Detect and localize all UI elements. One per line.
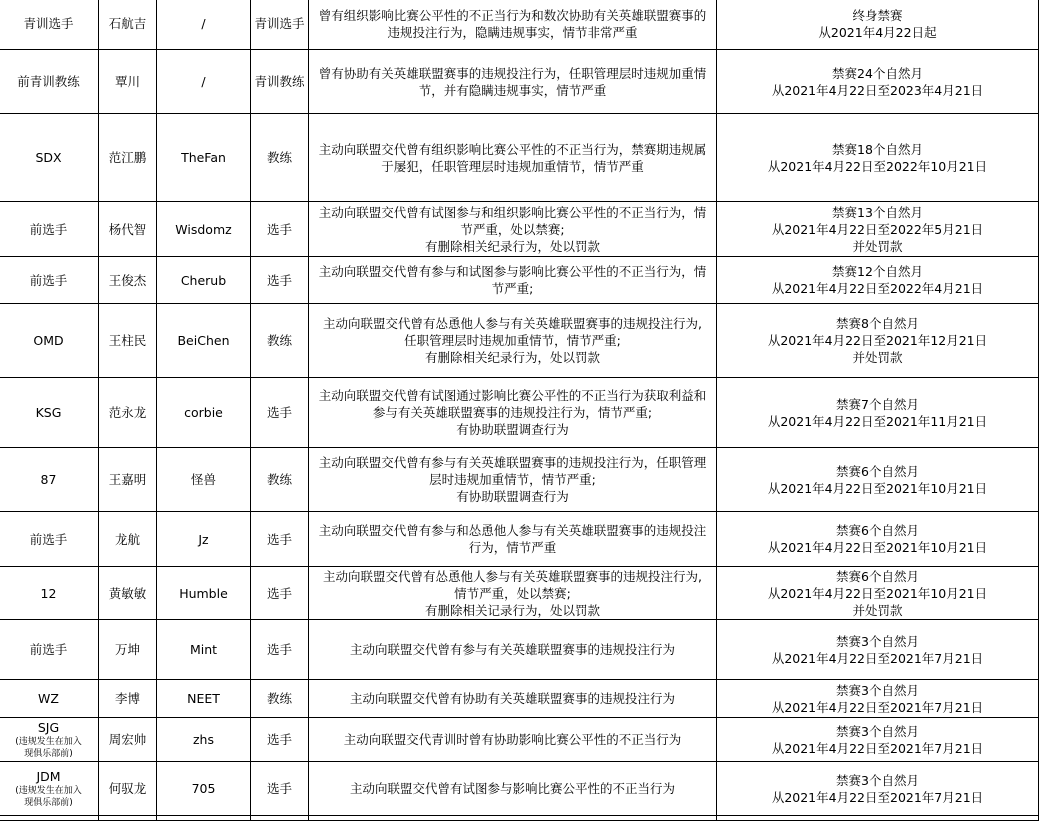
- violation-detail-line: 任职管理层时违规加重情节，情节严重;: [404, 333, 621, 348]
- name-text: 周宏帅: [108, 732, 147, 747]
- penalty-line: 禁赛24个自然月: [832, 65, 923, 81]
- violation-detail-line: 主动向联盟交代曾有试图通过影响比赛公平性的不正当行为获取利益和: [318, 388, 707, 403]
- role-cell: [251, 680, 309, 718]
- role-text: 教练: [266, 691, 292, 706]
- violation-detail-cell: [309, 114, 717, 202]
- role-cell: [251, 762, 309, 816]
- role-cell: [251, 620, 309, 680]
- penalty-line: 并处罚款: [852, 350, 903, 365]
- table-row: [0, 304, 1039, 378]
- violation-detail-cell: [309, 512, 717, 567]
- violation-detail-cell: [309, 257, 717, 304]
- penalty-cell: [717, 378, 1039, 448]
- violation-detail-line: 节，并有隐瞒违规事实，情节严重: [418, 82, 607, 98]
- team-text: 前选手: [29, 531, 68, 547]
- team-note: 现俱乐部前): [24, 798, 73, 808]
- violation-detail-line: 主动向联盟交代曾有参与有关英雄联盟赛事的违规投注行为，任职管理: [318, 455, 707, 470]
- penalty-cell: [717, 567, 1039, 620]
- violation-detail-cell: [309, 202, 717, 257]
- team-cell: [0, 567, 99, 620]
- violation-detail-cell: [309, 567, 717, 620]
- name-text: 覃川: [114, 74, 140, 89]
- alias-text: Mint: [189, 642, 218, 657]
- alias-text: /: [201, 74, 206, 89]
- penalty-line: 禁赛6个自然月: [836, 463, 919, 479]
- table-row: [0, 680, 1039, 718]
- alias-cell: [157, 620, 251, 680]
- penalty-cell: [717, 512, 1039, 567]
- name-text: 王俊杰: [108, 272, 147, 288]
- alias-text: Jz: [198, 531, 209, 547]
- penalty-cell: [717, 304, 1039, 378]
- role-cell: [251, 718, 309, 762]
- violation-detail-line: 有删除相关记录行为，处以罚款: [424, 602, 600, 618]
- alias-text: BeiChen: [177, 333, 230, 348]
- penalty-line: 从2021年4月22日至2021年12月21日: [767, 333, 988, 348]
- role-text: 青训选手: [254, 16, 305, 31]
- role-cell: [251, 50, 309, 114]
- team-text: JDM: [36, 769, 61, 784]
- name-cell: [99, 680, 157, 718]
- penalty-line: 从2021年4月22日至2021年7月21日: [771, 699, 984, 715]
- penalty-cell: [717, 718, 1039, 762]
- team-text: 前青训教练: [17, 74, 80, 89]
- role-cell: [251, 0, 309, 50]
- name-text: 范江鹏: [108, 150, 147, 165]
- penalty-line: 从2021年4月22日至2021年10月21日: [767, 585, 988, 601]
- role-text: 选手: [266, 585, 292, 601]
- penalty-cell: [717, 50, 1039, 114]
- name-text: 王嘉明: [108, 472, 147, 487]
- name-cell: [99, 304, 157, 378]
- empty-cell: [99, 816, 157, 821]
- alias-cell: [157, 680, 251, 718]
- alias-cell: [157, 718, 251, 762]
- role-text: 选手: [266, 221, 292, 237]
- penalty-line: 从2021年4月22日至2021年10月21日: [767, 480, 988, 496]
- team-cell: [0, 448, 99, 512]
- name-cell: [99, 378, 157, 448]
- name-text: 范永龙: [108, 405, 147, 420]
- violation-detail-line: 曾有组织影响比赛公平性的不正当行为和数次协助有关英雄联盟赛事的: [318, 7, 707, 23]
- penalty-line: 从2021年4月22日至2022年5月21日: [771, 221, 984, 237]
- role-text: 选手: [266, 531, 292, 547]
- role-text: 选手: [266, 732, 292, 747]
- name-text: 万坤: [114, 642, 140, 657]
- name-cell: [99, 0, 157, 50]
- table-row: [0, 378, 1039, 448]
- alias-cell: [157, 257, 251, 304]
- violation-detail-line: 主动向联盟交代曾有怂恿他人参与有关英雄联盟赛事的违规投注行为,: [323, 568, 702, 584]
- violation-detail-line: 主动向联盟交代曾有试图参与和组织影响比赛公平性的不正当行为，情: [318, 204, 707, 220]
- table-row: [0, 202, 1039, 257]
- penalty-cell: [717, 620, 1039, 680]
- team-cell: [0, 114, 99, 202]
- name-cell: [99, 512, 157, 567]
- role-cell: [251, 378, 309, 448]
- empty-cell: [251, 816, 309, 821]
- penalty-cell: [717, 762, 1039, 816]
- role-text: 选手: [266, 781, 292, 796]
- name-cell: [99, 257, 157, 304]
- penalty-line: 禁赛8个自然月: [836, 316, 919, 331]
- name-cell: [99, 567, 157, 620]
- alias-text: Cherub: [180, 272, 227, 288]
- team-note: (违规发生在加入: [15, 786, 82, 796]
- violation-detail-cell: [309, 680, 717, 718]
- penalty-line: 从2021年4月22日至2023年4月21日: [771, 82, 984, 98]
- name-text: 龙航: [114, 531, 140, 547]
- violation-detail-line: 主动向联盟交代曾有参与和试图参与影响比赛公平性的不正当行为，情: [318, 264, 707, 279]
- violation-detail-line: 节严重;: [491, 281, 534, 296]
- team-text: 青训选手: [23, 16, 74, 31]
- violation-detail-cell: [309, 448, 717, 512]
- role-text: 教练: [266, 150, 292, 165]
- alias-cell: [157, 567, 251, 620]
- role-text: 教练: [266, 333, 292, 348]
- penalty-line: 禁赛13个自然月: [832, 204, 923, 220]
- alias-text: zhs: [193, 732, 214, 747]
- violation-detail-line: 情节严重，处以禁赛;: [454, 585, 571, 601]
- team-cell: [0, 202, 99, 257]
- penalty-line: 禁赛6个自然月: [836, 523, 919, 538]
- team-text: KSG: [35, 405, 62, 420]
- name-text: 王柱民: [108, 333, 147, 348]
- alias-text: 705: [191, 781, 216, 796]
- penalty-line: 从2021年4月22日起: [818, 24, 937, 40]
- violation-detail-line: 有协助联盟调查行为: [456, 489, 569, 504]
- penalty-line: 禁赛12个自然月: [832, 264, 923, 279]
- role-text: 选手: [266, 642, 292, 657]
- alias-text: TheFan: [181, 150, 226, 165]
- name-text: 李博: [114, 691, 140, 706]
- penalty-line: 从2021年4月22日至2021年7月21日: [771, 740, 984, 756]
- violation-detail-line: 参与有关英雄联盟赛事的违规投注行为，情节严重;: [372, 405, 653, 420]
- role-cell: [251, 304, 309, 378]
- violation-detail-line: 有删除相关纪录行为，处以罚款: [424, 238, 600, 254]
- penalty-line: 禁赛18个自然月: [832, 141, 923, 157]
- alias-text: Humble: [179, 585, 228, 601]
- name-cell: [99, 762, 157, 816]
- penalty-line: 从2021年4月22日至2021年10月21日: [767, 540, 988, 555]
- violation-detail-cell: [309, 718, 717, 762]
- penalty-cell: [717, 114, 1039, 202]
- violation-detail-cell: [309, 304, 717, 378]
- alias-cell: [157, 448, 251, 512]
- team-text: 12: [40, 585, 57, 601]
- table-row: [0, 257, 1039, 304]
- violation-detail-line: 节严重，处以禁赛;: [460, 221, 565, 237]
- penalty-line: 禁赛6个自然月: [836, 568, 919, 584]
- alias-text: NEET: [187, 691, 220, 706]
- team-cell: [0, 512, 99, 567]
- alias-cell: [157, 0, 251, 50]
- violation-detail-cell: [309, 620, 717, 680]
- penalty-line: 从2021年4月22日至2022年4月21日: [771, 281, 984, 296]
- empty-cell: [717, 816, 1039, 821]
- alias-cell: [157, 378, 251, 448]
- table-row: [0, 114, 1039, 202]
- penalty-line: 从2021年4月22日至2021年7月21日: [771, 789, 984, 805]
- empty-cell: [0, 816, 99, 821]
- name-cell: [99, 114, 157, 202]
- penalty-line: 从2021年4月22日至2021年11月21日: [767, 413, 988, 429]
- team-text: SDX: [35, 150, 62, 165]
- violation-detail-line: 层时违规加重情节，情节严重;: [429, 472, 596, 487]
- violation-detail-line: 主动向联盟交代青训时曾有协助影响比赛公平性的不正当行为: [343, 732, 682, 747]
- empty-cell: [309, 816, 717, 821]
- team-cell: [0, 50, 99, 114]
- team-text: 前选手: [29, 221, 68, 237]
- penalty-cell: [717, 448, 1039, 512]
- role-text: 教练: [266, 472, 292, 487]
- penalty-line: 并处罚款: [852, 238, 903, 254]
- team-text: WZ: [38, 691, 59, 706]
- penalty-line: 禁赛3个自然月: [836, 772, 919, 788]
- penalty-line: 并处罚款: [852, 602, 903, 618]
- penalty-cell: [717, 257, 1039, 304]
- alias-cell: [157, 512, 251, 567]
- violation-detail-line: 主动向联盟交代曾有参与有关英雄联盟赛事的违规投注行为: [349, 642, 675, 657]
- table-row: [0, 816, 1039, 821]
- penalty-cell: [717, 0, 1039, 50]
- role-text: 选手: [266, 272, 292, 288]
- violation-detail-line: 主动向联盟交代曾有参与和怂恿他人参与有关英雄联盟赛事的违规投注: [318, 523, 707, 538]
- penalty-line: 从2021年4月22日至2022年10月21日: [767, 158, 988, 174]
- name-text: 杨代智: [108, 221, 147, 237]
- table-row: [0, 0, 1039, 50]
- team-cell: [0, 620, 99, 680]
- alias-cell: [157, 762, 251, 816]
- team-cell: [0, 718, 99, 762]
- penalty-line: 禁赛3个自然月: [836, 633, 919, 649]
- team-note: 现俱乐部前): [24, 749, 73, 759]
- team-text: 前选手: [29, 642, 68, 657]
- team-cell: [0, 304, 99, 378]
- team-cell: [0, 0, 99, 50]
- empty-cell: [157, 816, 251, 821]
- team-text: 87: [40, 472, 57, 487]
- team-text: OMD: [33, 333, 64, 348]
- violation-detail-line: 行为，情节严重: [468, 540, 557, 555]
- role-cell: [251, 567, 309, 620]
- penalty-line: 从2021年4月22日至2021年7月21日: [771, 650, 984, 666]
- team-cell: [0, 762, 99, 816]
- violation-detail-cell: [309, 0, 717, 50]
- name-text: 何驭龙: [108, 781, 147, 796]
- violation-detail-line: 主动向联盟交代曾有协助有关英雄联盟赛事的违规投注行为: [349, 691, 675, 706]
- team-note: (违规发生在加入: [15, 737, 82, 747]
- role-cell: [251, 114, 309, 202]
- violation-detail-line: 曾有协助有关英雄联盟赛事的违规投注行为，任职管理层时违规加重情: [318, 65, 707, 81]
- role-text: 青训教练: [254, 74, 305, 89]
- penalty-line: 禁赛3个自然月: [836, 723, 919, 739]
- table-row: [0, 50, 1039, 114]
- name-cell: [99, 448, 157, 512]
- violation-detail-line: 有删除相关纪录行为，处以罚款: [424, 350, 600, 365]
- name-text: 石航吉: [108, 16, 147, 31]
- team-cell: [0, 680, 99, 718]
- violation-detail-line: 主动向联盟交代曾有试图参与影响比赛公平性的不正当行为: [349, 781, 675, 796]
- role-cell: [251, 257, 309, 304]
- violation-detail-line: 于屡犯，任职管理层时违规加重情节，情节严重: [381, 158, 644, 174]
- violation-detail-line: 有协助联盟调查行为: [456, 422, 569, 437]
- violation-detail-cell: [309, 50, 717, 114]
- name-text: 黄敏敏: [108, 585, 147, 601]
- violation-detail-cell: [309, 762, 717, 816]
- team-text: SJG: [37, 720, 60, 735]
- team-text: 前选手: [29, 272, 68, 288]
- violation-detail-line: 主动向联盟交代曾有组织影响比赛公平性的不正当行为，禁赛期违规属: [318, 141, 707, 157]
- violation-detail-line: 主动向联盟交代曾有怂恿他人参与有关英雄联盟赛事的违规投注行为,: [323, 316, 702, 331]
- penalty-cell: [717, 202, 1039, 257]
- table-row: [0, 567, 1039, 620]
- alias-cell: [157, 304, 251, 378]
- name-cell: [99, 718, 157, 762]
- name-cell: [99, 620, 157, 680]
- table-row: [0, 718, 1039, 762]
- violation-detail-cell: [309, 378, 717, 448]
- table-row: [0, 512, 1039, 567]
- penalty-cell: [717, 680, 1039, 718]
- table-row: [0, 762, 1039, 816]
- table-row: [0, 620, 1039, 680]
- alias-cell: [157, 114, 251, 202]
- penalty-line: 终身禁赛: [852, 7, 903, 23]
- alias-text: /: [201, 16, 206, 31]
- role-text: 选手: [266, 405, 292, 420]
- penalty-line: 禁赛7个自然月: [836, 396, 919, 412]
- alias-text: 怪兽: [190, 472, 216, 487]
- table-row: [0, 448, 1039, 512]
- penalty-line: 禁赛3个自然月: [836, 682, 919, 698]
- violation-detail-line: 违规投注行为，隐瞒违规事实，情节非常严重: [387, 24, 638, 40]
- name-cell: [99, 202, 157, 257]
- team-cell: [0, 378, 99, 448]
- role-cell: [251, 512, 309, 567]
- alias-cell: [157, 202, 251, 257]
- alias-text: Wisdomz: [175, 221, 232, 237]
- role-cell: [251, 448, 309, 512]
- team-cell: [0, 257, 99, 304]
- name-cell: [99, 50, 157, 114]
- role-cell: [251, 202, 309, 257]
- alias-cell: [157, 50, 251, 114]
- alias-text: corbie: [184, 405, 223, 420]
